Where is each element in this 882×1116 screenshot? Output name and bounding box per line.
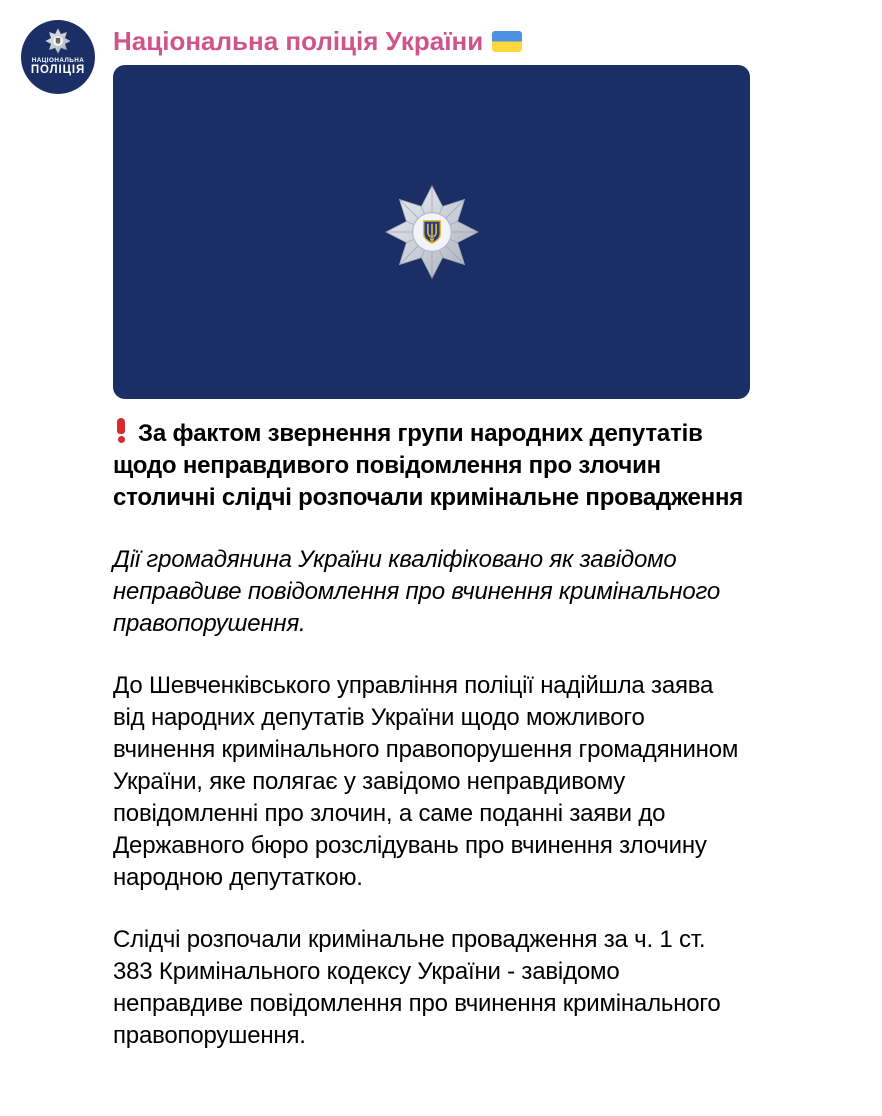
channel-avatar[interactable] bbox=[21, 20, 95, 94]
post-paragraph: Дії громадянина України кваліфіковано як завідомо неправдиве повідомлення про вчинення кримінального правопорушення. bbox=[113, 546, 721, 637]
avatar-text-line1: НАЦІОНАЛЬНА bbox=[31, 57, 85, 64]
post-heading bbox=[113, 418, 750, 514]
channel-name-label: Національна поліція України bbox=[113, 26, 484, 56]
post-paragraph: До Шевченківського управління поліції надійшла заява від народних депутатів України щодо можливого вчинення кримінального правопорушення громадянином України, яке полягає у завідомо неправдивому повідомленні про злочин, а саме поданні заяви до Державного бюро розслідувань про вчинення злочину народною депутаткою. bbox=[113, 672, 739, 891]
red-exclamation-icon bbox=[115, 418, 127, 444]
message-text bbox=[113, 418, 750, 1052]
police-star-badge-icon bbox=[384, 184, 480, 280]
ukraine-flag-icon bbox=[492, 31, 522, 52]
police-star-badge-icon bbox=[45, 28, 71, 54]
post-heading-text: За фактом звернення групи народних депутатів щодо неправдивого повідомлення про злочин столичні слідчі розпочали кримінальне провадження bbox=[113, 420, 744, 511]
post-paragraph: Слідчі розпочали кримінальне провадження за ч. 1 ст. 383 Кримінального кодексу України - завідомо неправдиве повідомлення про вчинення кримінального правопорушення. bbox=[113, 926, 721, 1049]
post-image[interactable] bbox=[113, 65, 750, 399]
channel-name[interactable] bbox=[113, 26, 753, 56]
avatar-text-line2: ПОЛІЦІЯ bbox=[30, 64, 86, 76]
